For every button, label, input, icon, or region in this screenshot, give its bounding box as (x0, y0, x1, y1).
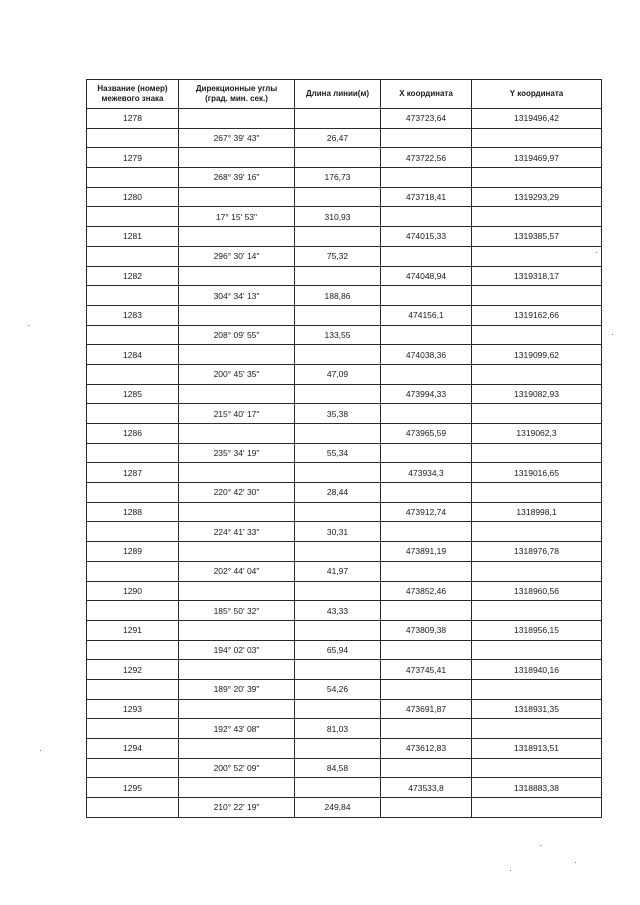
line-length-cell: 47,09 (295, 364, 381, 384)
direction-angle-cell (179, 109, 295, 129)
header-x-coordinate: X координата (381, 80, 472, 109)
x-coordinate-cell (381, 207, 472, 227)
marker-name-cell (87, 404, 179, 424)
direction-angle-cell: 189° 20' 39" (179, 679, 295, 699)
line-length-cell (295, 109, 381, 129)
x-coordinate-cell: 473809,38 (381, 620, 472, 640)
line-length-cell: 26,47 (295, 128, 381, 148)
marker-name-cell (87, 522, 179, 542)
marker-name-cell (87, 128, 179, 148)
marker-name-cell: 1292 (87, 660, 179, 680)
x-coordinate-cell: 473612,83 (381, 739, 472, 759)
direction-angle-cell (179, 542, 295, 562)
line-length-cell (295, 739, 381, 759)
table-row (87, 758, 602, 778)
direction-angle-cell: 296° 30' 14" (179, 246, 295, 266)
x-coordinate-cell (381, 404, 472, 424)
table-row (87, 483, 602, 503)
header-direction-angles: Дирекционные углы (град. мин. сек.) (179, 80, 295, 109)
header-marker-name: Название (номер) межевого знака (87, 80, 179, 109)
table-row (87, 404, 602, 424)
y-coordinate-cell: 1318931,35 (472, 699, 602, 719)
line-length-cell (295, 778, 381, 798)
marker-name-cell (87, 679, 179, 699)
x-coordinate-cell: 473718,41 (381, 187, 472, 207)
y-coordinate-cell (472, 443, 602, 463)
x-coordinate-cell: 473533,8 (381, 778, 472, 798)
direction-angle-cell (179, 227, 295, 247)
y-coordinate-cell: 1318976,78 (472, 542, 602, 562)
table-row (87, 148, 602, 168)
table-body (87, 109, 602, 818)
y-coordinate-cell: 1318998,1 (472, 502, 602, 522)
line-length-cell (295, 620, 381, 640)
x-coordinate-cell (381, 679, 472, 699)
scan-speck (612, 334, 613, 335)
scan-speck (596, 252, 597, 253)
y-coordinate-cell: 1319082,93 (472, 384, 602, 404)
line-length-cell: 35,38 (295, 404, 381, 424)
table-row (87, 542, 602, 562)
table-row (87, 798, 602, 818)
header-line-length: Длина линии(м) (295, 80, 381, 109)
line-length-cell: 133,55 (295, 325, 381, 345)
x-coordinate-cell (381, 483, 472, 503)
table-row (87, 620, 602, 640)
scan-speck (40, 750, 41, 751)
y-coordinate-cell (472, 207, 602, 227)
table-row (87, 719, 602, 739)
table-row (87, 128, 602, 148)
scan-speck (575, 862, 576, 863)
table-row (87, 325, 602, 345)
marker-name-cell (87, 286, 179, 306)
x-coordinate-cell: 473965,59 (381, 424, 472, 444)
direction-angle-cell: 200° 45' 35" (179, 364, 295, 384)
line-length-cell: 249,84 (295, 798, 381, 818)
marker-name-cell: 1282 (87, 266, 179, 286)
line-length-cell: 30,31 (295, 522, 381, 542)
x-coordinate-cell (381, 168, 472, 188)
y-coordinate-cell (472, 404, 602, 424)
line-length-cell (295, 502, 381, 522)
x-coordinate-cell: 473852,46 (381, 581, 472, 601)
y-coordinate-cell: 1318913,51 (472, 739, 602, 759)
table-row (87, 109, 602, 129)
line-length-cell (295, 699, 381, 719)
line-length-cell: 28,44 (295, 483, 381, 503)
y-coordinate-cell: 1318956,15 (472, 620, 602, 640)
table-row (87, 660, 602, 680)
y-coordinate-cell: 1319318,17 (472, 266, 602, 286)
table-row (87, 561, 602, 581)
x-coordinate-cell (381, 443, 472, 463)
line-length-cell: 176,73 (295, 168, 381, 188)
table-row (87, 581, 602, 601)
direction-angle-cell: 210° 22' 19" (179, 798, 295, 818)
x-coordinate-cell (381, 246, 472, 266)
y-coordinate-cell (472, 758, 602, 778)
direction-angle-cell: 17° 15' 53" (179, 207, 295, 227)
y-coordinate-cell (472, 601, 602, 621)
y-coordinate-cell (472, 522, 602, 542)
direction-angle-cell: 208° 09' 55" (179, 325, 295, 345)
direction-angle-cell: 194° 02' 03" (179, 640, 295, 660)
direction-angle-cell (179, 620, 295, 640)
marker-name-cell (87, 758, 179, 778)
table-row (87, 601, 602, 621)
table-row (87, 502, 602, 522)
marker-name-cell (87, 443, 179, 463)
y-coordinate-cell (472, 679, 602, 699)
line-length-cell (295, 266, 381, 286)
direction-angle-cell (179, 502, 295, 522)
marker-name-cell: 1281 (87, 227, 179, 247)
direction-angle-cell (179, 345, 295, 365)
direction-angle-cell: 267° 39' 43" (179, 128, 295, 148)
direction-angle-cell (179, 424, 295, 444)
marker-name-cell: 1280 (87, 187, 179, 207)
table-row (87, 640, 602, 660)
line-length-cell (295, 187, 381, 207)
table-row (87, 246, 602, 266)
marker-name-cell: 1290 (87, 581, 179, 601)
table-row (87, 168, 602, 188)
direction-angle-cell: 220° 42' 30" (179, 483, 295, 503)
table-row (87, 424, 602, 444)
direction-angle-cell: 185° 50' 32" (179, 601, 295, 621)
y-coordinate-cell (472, 640, 602, 660)
direction-angle-cell (179, 148, 295, 168)
coordinates-table (86, 79, 602, 818)
line-length-cell: 41,97 (295, 561, 381, 581)
table-row (87, 305, 602, 325)
line-length-cell (295, 424, 381, 444)
header-y-coordinate: Y координата (472, 80, 602, 109)
direction-angle-cell: 192° 43' 08" (179, 719, 295, 739)
y-coordinate-cell: 1319293,29 (472, 187, 602, 207)
direction-angle-cell: 215° 40' 17" (179, 404, 295, 424)
direction-angle-cell: 304° 34' 13" (179, 286, 295, 306)
marker-name-cell: 1284 (87, 345, 179, 365)
y-coordinate-cell (472, 561, 602, 581)
x-coordinate-cell (381, 601, 472, 621)
line-length-cell (295, 227, 381, 247)
x-coordinate-cell: 474156,1 (381, 305, 472, 325)
x-coordinate-cell: 473722,56 (381, 148, 472, 168)
x-coordinate-cell (381, 561, 472, 581)
table-header-row (87, 80, 602, 109)
x-coordinate-cell (381, 798, 472, 818)
line-length-cell (295, 148, 381, 168)
x-coordinate-cell (381, 522, 472, 542)
marker-name-cell (87, 561, 179, 581)
table-row (87, 227, 602, 247)
y-coordinate-cell: 1319016,65 (472, 463, 602, 483)
marker-name-cell (87, 325, 179, 345)
y-coordinate-cell: 1318940,16 (472, 660, 602, 680)
line-length-cell: 43,33 (295, 601, 381, 621)
marker-name-cell: 1291 (87, 620, 179, 640)
marker-name-cell (87, 483, 179, 503)
x-coordinate-cell (381, 640, 472, 660)
table-row (87, 364, 602, 384)
x-coordinate-cell: 474015,33 (381, 227, 472, 247)
y-coordinate-cell: 1319385,57 (472, 227, 602, 247)
y-coordinate-cell: 1318883,38 (472, 778, 602, 798)
marker-name-cell (87, 640, 179, 660)
marker-name-cell: 1285 (87, 384, 179, 404)
x-coordinate-cell: 473723,64 (381, 109, 472, 129)
marker-name-cell (87, 246, 179, 266)
direction-angle-cell (179, 660, 295, 680)
y-coordinate-cell (472, 286, 602, 306)
direction-angle-cell: 268° 39' 16" (179, 168, 295, 188)
table-row (87, 187, 602, 207)
direction-angle-cell (179, 384, 295, 404)
direction-angle-cell (179, 305, 295, 325)
marker-name-cell: 1295 (87, 778, 179, 798)
marker-name-cell (87, 798, 179, 818)
table-row (87, 443, 602, 463)
table-row (87, 345, 602, 365)
y-coordinate-cell (472, 798, 602, 818)
y-coordinate-cell (472, 325, 602, 345)
y-coordinate-cell (472, 246, 602, 266)
scan-speck (540, 845, 541, 846)
table-row (87, 266, 602, 286)
y-coordinate-cell (472, 364, 602, 384)
marker-name-cell (87, 719, 179, 739)
direction-angle-cell (179, 187, 295, 207)
line-length-cell: 54,26 (295, 679, 381, 699)
x-coordinate-cell (381, 325, 472, 345)
marker-name-cell (87, 601, 179, 621)
marker-name-cell: 1288 (87, 502, 179, 522)
marker-name-cell: 1279 (87, 148, 179, 168)
line-length-cell (295, 463, 381, 483)
line-length-cell (295, 660, 381, 680)
direction-angle-cell: 202° 44' 04" (179, 561, 295, 581)
table-row (87, 286, 602, 306)
marker-name-cell: 1287 (87, 463, 179, 483)
line-length-cell: 55,34 (295, 443, 381, 463)
x-coordinate-cell (381, 286, 472, 306)
table-row (87, 679, 602, 699)
direction-angle-cell (179, 778, 295, 798)
line-length-cell (295, 305, 381, 325)
x-coordinate-cell (381, 758, 472, 778)
y-coordinate-cell (472, 483, 602, 503)
y-coordinate-cell (472, 168, 602, 188)
table-row (87, 522, 602, 542)
x-coordinate-cell: 473691,87 (381, 699, 472, 719)
direction-angle-cell (179, 699, 295, 719)
y-coordinate-cell (472, 128, 602, 148)
y-coordinate-cell: 1319062,3 (472, 424, 602, 444)
line-length-cell (295, 542, 381, 562)
marker-name-cell: 1294 (87, 739, 179, 759)
table-row (87, 384, 602, 404)
marker-name-cell (87, 207, 179, 227)
direction-angle-cell (179, 266, 295, 286)
y-coordinate-cell: 1319469,97 (472, 148, 602, 168)
y-coordinate-cell: 1319496,42 (472, 109, 602, 129)
table-row (87, 778, 602, 798)
direction-angle-cell: 200° 52' 09" (179, 758, 295, 778)
line-length-cell: 65,94 (295, 640, 381, 660)
x-coordinate-cell: 474048,94 (381, 266, 472, 286)
table-row (87, 699, 602, 719)
scan-speck (510, 870, 511, 871)
direction-angle-cell (179, 581, 295, 601)
direction-angle-cell (179, 463, 295, 483)
y-coordinate-cell: 1319099,62 (472, 345, 602, 365)
marker-name-cell: 1293 (87, 699, 179, 719)
direction-angle-cell: 235° 34' 19" (179, 443, 295, 463)
marker-name-cell: 1289 (87, 542, 179, 562)
x-coordinate-cell: 473994,33 (381, 384, 472, 404)
x-coordinate-cell (381, 364, 472, 384)
marker-name-cell (87, 364, 179, 384)
line-length-cell: 75,32 (295, 246, 381, 266)
x-coordinate-cell (381, 719, 472, 739)
direction-angle-cell: 224° 41' 33" (179, 522, 295, 542)
line-length-cell: 81,03 (295, 719, 381, 739)
x-coordinate-cell: 474038,36 (381, 345, 472, 365)
marker-name-cell (87, 168, 179, 188)
line-length-cell: 310,93 (295, 207, 381, 227)
scan-speck (28, 325, 29, 326)
x-coordinate-cell (381, 128, 472, 148)
y-coordinate-cell: 1319162,66 (472, 305, 602, 325)
table-row (87, 739, 602, 759)
table-row (87, 463, 602, 483)
line-length-cell: 188,86 (295, 286, 381, 306)
marker-name-cell: 1286 (87, 424, 179, 444)
marker-name-cell: 1278 (87, 109, 179, 129)
line-length-cell (295, 581, 381, 601)
line-length-cell (295, 384, 381, 404)
line-length-cell (295, 345, 381, 365)
line-length-cell: 84,58 (295, 758, 381, 778)
direction-angle-cell (179, 739, 295, 759)
table-row (87, 207, 602, 227)
x-coordinate-cell: 473934,3 (381, 463, 472, 483)
y-coordinate-cell: 1318960,56 (472, 581, 602, 601)
x-coordinate-cell: 473891,19 (381, 542, 472, 562)
x-coordinate-cell: 473745,41 (381, 660, 472, 680)
y-coordinate-cell (472, 719, 602, 739)
marker-name-cell: 1283 (87, 305, 179, 325)
x-coordinate-cell: 473912,74 (381, 502, 472, 522)
